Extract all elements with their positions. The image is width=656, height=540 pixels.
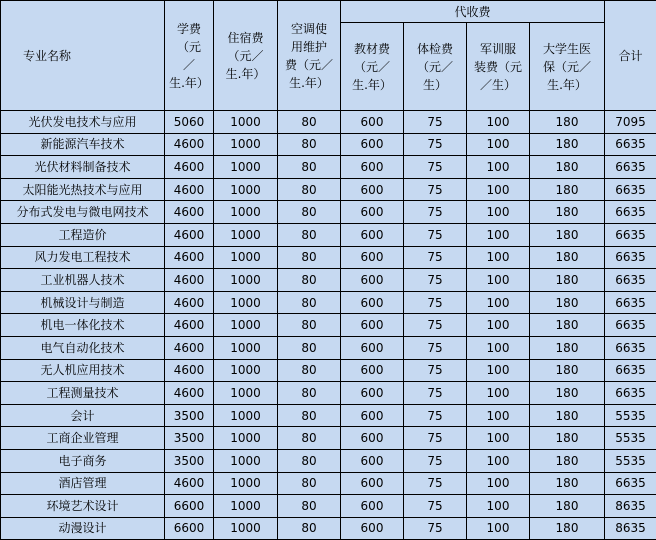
major-name-cell: 无人机应用技术 [1, 359, 165, 382]
tuition-cell: 3500 [165, 404, 214, 427]
uniform-cell: 100 [467, 178, 530, 201]
major-name-cell: 酒店管理 [1, 472, 165, 495]
ac-cell: 80 [278, 517, 341, 540]
tuition-cell: 4600 [165, 336, 214, 359]
dorm-cell: 1000 [214, 404, 278, 427]
medical-exam-cell: 75 [404, 359, 467, 382]
textbook-cell: 600 [341, 269, 404, 292]
dorm-cell: 1000 [214, 111, 278, 134]
tuition-cell: 4600 [165, 472, 214, 495]
table-row [1, 111, 656, 134]
uniform-cell: 100 [467, 156, 530, 179]
insurance-cell: 180 [530, 427, 605, 450]
uniform-cell: 100 [467, 269, 530, 292]
table-row [1, 472, 656, 495]
medical-exam-cell: 75 [404, 336, 467, 359]
header-medical-exam: 体检费 （元／ 生） [404, 23, 467, 111]
insurance-cell: 180 [530, 517, 605, 540]
textbook-cell: 600 [341, 472, 404, 495]
insurance-cell: 180 [530, 314, 605, 337]
ac-cell: 80 [278, 314, 341, 337]
total-cell: 6635 [605, 156, 656, 179]
table-row [1, 404, 656, 427]
uniform-cell: 100 [467, 359, 530, 382]
insurance-cell: 180 [530, 495, 605, 518]
textbook-cell: 600 [341, 111, 404, 134]
medical-exam-cell: 75 [404, 427, 467, 450]
table-row [1, 291, 656, 314]
uniform-cell: 100 [467, 449, 530, 472]
uniform-cell: 100 [467, 427, 530, 450]
textbook-cell: 600 [341, 517, 404, 540]
insurance-cell: 180 [530, 291, 605, 314]
insurance-cell: 180 [530, 178, 605, 201]
tuition-cell: 4600 [165, 201, 214, 224]
dorm-cell: 1000 [214, 495, 278, 518]
tuition-cell: 6600 [165, 495, 214, 518]
table-row [1, 246, 656, 269]
major-name-cell: 工业机器人技术 [1, 269, 165, 292]
uniform-cell: 100 [467, 291, 530, 314]
total-cell: 5535 [605, 427, 656, 450]
insurance-cell: 180 [530, 404, 605, 427]
uniform-cell: 100 [467, 472, 530, 495]
tuition-cell: 5060 [165, 111, 214, 134]
ac-cell: 80 [278, 269, 341, 292]
total-cell: 6635 [605, 178, 656, 201]
textbook-cell: 600 [341, 314, 404, 337]
major-name-cell: 机械设计与制造 [1, 291, 165, 314]
tuition-cell: 4600 [165, 246, 214, 269]
tuition-cell: 4600 [165, 223, 214, 246]
total-cell: 6635 [605, 472, 656, 495]
table-row [1, 201, 656, 224]
total-cell: 6635 [605, 314, 656, 337]
textbook-cell: 600 [341, 291, 404, 314]
major-name-cell: 太阳能光热技术与应用 [1, 178, 165, 201]
total-cell: 8635 [605, 495, 656, 518]
ac-cell: 80 [278, 472, 341, 495]
insurance-cell: 180 [530, 133, 605, 156]
table-row [1, 133, 656, 156]
major-name-cell: 电气自动化技术 [1, 336, 165, 359]
medical-exam-cell: 75 [404, 111, 467, 134]
tuition-cell: 4600 [165, 291, 214, 314]
textbook-cell: 600 [341, 495, 404, 518]
tuition-cell: 4600 [165, 178, 214, 201]
medical-exam-cell: 75 [404, 246, 467, 269]
insurance-cell: 180 [530, 201, 605, 224]
medical-exam-cell: 75 [404, 495, 467, 518]
major-name-cell: 工程测量技术 [1, 382, 165, 405]
ac-cell: 80 [278, 449, 341, 472]
tuition-cell: 3500 [165, 449, 214, 472]
medical-exam-cell: 75 [404, 449, 467, 472]
medical-exam-cell: 75 [404, 314, 467, 337]
total-cell: 6635 [605, 269, 656, 292]
medical-exam-cell: 75 [404, 517, 467, 540]
dorm-cell: 1000 [214, 382, 278, 405]
insurance-cell: 180 [530, 336, 605, 359]
header-textbook: 教材费 （元／ 生.年） [341, 23, 404, 111]
dorm-cell: 1000 [214, 472, 278, 495]
major-name-cell: 光伏发电技术与应用 [1, 111, 165, 134]
major-name-cell: 动漫设计 [1, 517, 165, 540]
ac-cell: 80 [278, 111, 341, 134]
header-insurance: 大学生医 保（元／ 生.年） [530, 23, 605, 111]
insurance-cell: 180 [530, 223, 605, 246]
uniform-cell: 100 [467, 404, 530, 427]
medical-exam-cell: 75 [404, 201, 467, 224]
dorm-cell: 1000 [214, 291, 278, 314]
header-uniform: 军训服 装费（元 ／生） [467, 23, 530, 111]
textbook-cell: 600 [341, 359, 404, 382]
dorm-cell: 1000 [214, 336, 278, 359]
major-name-cell: 机电一体化技术 [1, 314, 165, 337]
medical-exam-cell: 75 [404, 178, 467, 201]
textbook-cell: 600 [341, 246, 404, 269]
uniform-cell: 100 [467, 382, 530, 405]
textbook-cell: 600 [341, 223, 404, 246]
medical-exam-cell: 75 [404, 133, 467, 156]
insurance-cell: 180 [530, 156, 605, 179]
ac-cell: 80 [278, 495, 341, 518]
dorm-cell: 1000 [214, 223, 278, 246]
insurance-cell: 180 [530, 382, 605, 405]
ac-cell: 80 [278, 246, 341, 269]
table-row [1, 449, 656, 472]
textbook-cell: 600 [341, 133, 404, 156]
major-name-cell: 新能源汽车技术 [1, 133, 165, 156]
header-collected-group: 代收费 [341, 1, 605, 23]
medical-exam-cell: 75 [404, 156, 467, 179]
uniform-cell: 100 [467, 133, 530, 156]
medical-exam-cell: 75 [404, 269, 467, 292]
medical-exam-cell: 75 [404, 382, 467, 405]
insurance-cell: 180 [530, 269, 605, 292]
total-cell: 6635 [605, 336, 656, 359]
tuition-cell: 4600 [165, 133, 214, 156]
table-row [1, 336, 656, 359]
medical-exam-cell: 75 [404, 472, 467, 495]
major-name-cell: 分布式发电与微电网技术 [1, 201, 165, 224]
dorm-cell: 1000 [214, 156, 278, 179]
uniform-cell: 100 [467, 495, 530, 518]
table-row [1, 517, 656, 540]
uniform-cell: 100 [467, 314, 530, 337]
total-cell: 5535 [605, 404, 656, 427]
uniform-cell: 100 [467, 517, 530, 540]
major-name-cell: 工程造价 [1, 223, 165, 246]
tuition-cell: 3500 [165, 427, 214, 450]
dorm-cell: 1000 [214, 359, 278, 382]
header-total: 合计 [605, 1, 656, 111]
total-cell: 6635 [605, 133, 656, 156]
major-name-cell: 光伏材料制备技术 [1, 156, 165, 179]
tuition-cell: 4600 [165, 269, 214, 292]
ac-cell: 80 [278, 404, 341, 427]
major-name-cell: 会计 [1, 404, 165, 427]
table-body [1, 111, 656, 540]
uniform-cell: 100 [467, 246, 530, 269]
tuition-cell: 4600 [165, 359, 214, 382]
ac-cell: 80 [278, 336, 341, 359]
uniform-cell: 100 [467, 111, 530, 134]
uniform-cell: 100 [467, 336, 530, 359]
textbook-cell: 600 [341, 404, 404, 427]
major-name-cell: 电子商务 [1, 449, 165, 472]
total-cell: 6635 [605, 359, 656, 382]
uniform-cell: 100 [467, 201, 530, 224]
ac-cell: 80 [278, 223, 341, 246]
total-cell: 6635 [605, 201, 656, 224]
dorm-cell: 1000 [214, 517, 278, 540]
major-name-cell: 工商企业管理 [1, 427, 165, 450]
dorm-cell: 1000 [214, 449, 278, 472]
table-row [1, 156, 656, 179]
dorm-cell: 1000 [214, 427, 278, 450]
total-cell: 6635 [605, 246, 656, 269]
insurance-cell: 180 [530, 359, 605, 382]
ac-cell: 80 [278, 133, 341, 156]
uniform-cell: 100 [467, 223, 530, 246]
dorm-cell: 1000 [214, 201, 278, 224]
textbook-cell: 600 [341, 336, 404, 359]
total-cell: 6635 [605, 223, 656, 246]
table-row [1, 314, 656, 337]
textbook-cell: 600 [341, 427, 404, 450]
textbook-cell: 600 [341, 449, 404, 472]
tuition-cell: 4600 [165, 382, 214, 405]
total-cell: 5535 [605, 449, 656, 472]
header-major: 专业名称 [1, 1, 165, 111]
insurance-cell: 180 [530, 449, 605, 472]
table-row [1, 427, 656, 450]
ac-cell: 80 [278, 382, 341, 405]
textbook-cell: 600 [341, 178, 404, 201]
dorm-cell: 1000 [214, 178, 278, 201]
table-row [1, 269, 656, 292]
table-row [1, 382, 656, 405]
dorm-cell: 1000 [214, 314, 278, 337]
table-row [1, 223, 656, 246]
medical-exam-cell: 75 [404, 223, 467, 246]
insurance-cell: 180 [530, 472, 605, 495]
textbook-cell: 600 [341, 382, 404, 405]
insurance-cell: 180 [530, 111, 605, 134]
table-row [1, 178, 656, 201]
medical-exam-cell: 75 [404, 404, 467, 427]
table-row [1, 495, 656, 518]
header-dorm: 住宿费 （元／ 生.年） [214, 1, 278, 111]
ac-cell: 80 [278, 427, 341, 450]
ac-cell: 80 [278, 178, 341, 201]
tuition-cell: 6600 [165, 517, 214, 540]
total-cell: 8635 [605, 517, 656, 540]
major-name-cell: 环境艺术设计 [1, 495, 165, 518]
ac-cell: 80 [278, 156, 341, 179]
dorm-cell: 1000 [214, 269, 278, 292]
major-name-cell: 风力发电工程技术 [1, 246, 165, 269]
tuition-cell: 4600 [165, 156, 214, 179]
insurance-cell: 180 [530, 246, 605, 269]
textbook-cell: 600 [341, 201, 404, 224]
ac-cell: 80 [278, 201, 341, 224]
total-cell: 6635 [605, 382, 656, 405]
ac-cell: 80 [278, 359, 341, 382]
total-cell: 6635 [605, 291, 656, 314]
tuition-cell: 4600 [165, 314, 214, 337]
table-row [1, 359, 656, 382]
total-cell: 7095 [605, 111, 656, 134]
dorm-cell: 1000 [214, 133, 278, 156]
header-tuition: 学费 （元 ／ 生.年） [165, 1, 214, 111]
textbook-cell: 600 [341, 156, 404, 179]
medical-exam-cell: 75 [404, 291, 467, 314]
table-header [1, 1, 656, 111]
ac-cell: 80 [278, 291, 341, 314]
dorm-cell: 1000 [214, 246, 278, 269]
header-ac: 空调使 用维护 费（元／ 生.年） [278, 1, 341, 111]
